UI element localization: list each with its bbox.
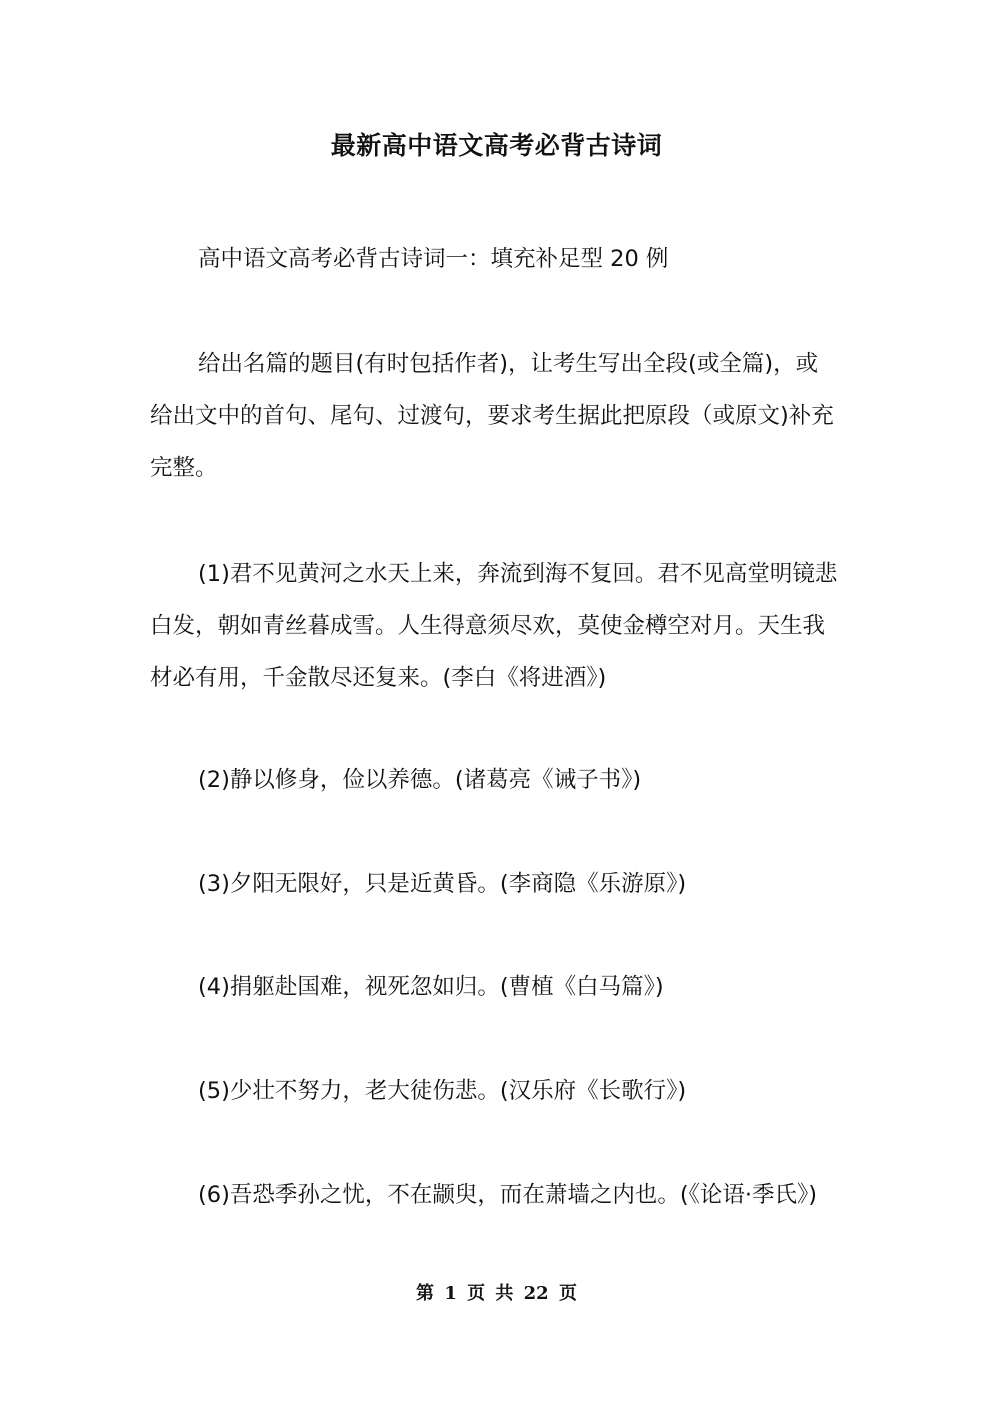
poem-item: (6)吾恐季孙之忧，不在颛臾，而在萧墙之内也。(《论语·季氏》) [198,1182,818,1208]
poem-item: (3)夕阳无限好，只是近黄昏。(李商隐《乐游原》) [198,871,687,897]
poem-item: (5)少壮不努力，老大徒伤悲。(汉乐府《长歌行》) [198,1078,687,1104]
page-footer: 第 1 页 共 22 页 [416,1283,577,1304]
poem-item: (4)捐躯赴国难，视死忽如归。(曹植《白马篇》) [198,974,664,1000]
section-heading: 高中语文高考必背古诗词一：填充补足型 20 例 [198,246,669,272]
document-title: 最新高中语文高考必背古诗词 [330,131,663,160]
poem-item: (2)静以修身，俭以养德。(诸葛亮《诫子书》) [198,767,642,793]
intro-paragraph: 给出名篇的题目(有时包括作者)，让考生写出全段(或全篇)，或给出文中的首句、尾句、过渡句，要求考生据此把原段（或原文)补充完整。 [150,351,834,481]
poem-item: (1)君不见黄河之水天上来，奔流到海不复回。君不见高堂明镜悲白发，朝如青丝暮成雪。人生得意须尽欢，莫使金樽空对月。天生我材必有用，千金散尽还复来。(李白《将进酒》) [150,561,838,691]
